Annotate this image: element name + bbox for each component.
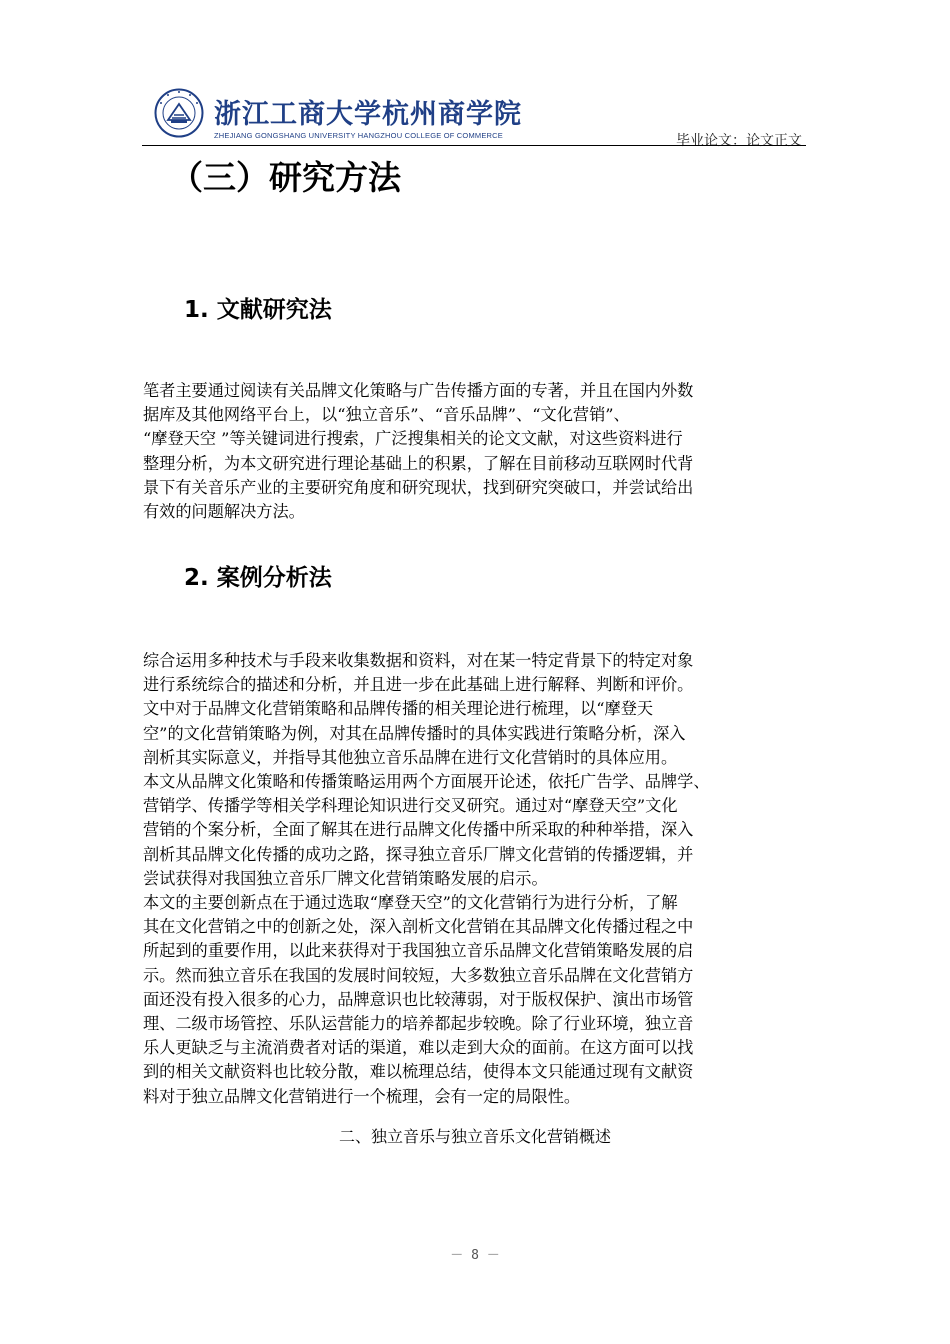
paragraph-line: 营销的个案分析，全面了解其在进行品牌文化传播中所采取的种种举措，深入	[143, 820, 694, 840]
logo-chinese-name: 浙江工商大学杭州商学院	[214, 99, 522, 130]
paragraph-line: 空”的文化营销策略为例，对其在品牌传播时的具体实践进行策略分析，深入	[143, 723, 686, 743]
paragraph-line: 面还没有投入很多的心力，品牌意识也比较薄弱，对于版权保护、演出市场管	[143, 989, 694, 1009]
paragraph-line: 综合运用多种技术与手段来收集数据和资料，对在某一特定背景下的特定对象	[143, 651, 694, 670]
paragraph-line: 料对于独立品牌文化营销进行一个梳理，会有一定的局限性。	[143, 1086, 581, 1106]
paragraph-line: 进行系统综合的描述和分析，并且进一步在此基础上进行解释、判断和评价。	[143, 675, 694, 695]
paragraph-line: 示。然而独立音乐在我国的发展时间较短，大多数独立音乐品牌在文化营销方	[143, 965, 694, 985]
subsection-title-case-study: 2. 案例分析法	[184, 565, 332, 591]
paragraph-line: 剖析其实际意义，并指导其他独立音乐品牌在进行文化营销时的具体应用。	[143, 747, 678, 767]
paragraph-line: 本文的主要创新点在于通过选取“摩登天空”的文化营销行为进行分析，了解	[143, 893, 678, 913]
paragraph-line: 据库及其他网络平台上，以“独立音乐”、“音乐品牌”、“文化营销”、	[143, 405, 630, 425]
university-seal-icon	[154, 88, 204, 138]
page-number: － 8 －	[450, 1248, 500, 1263]
paragraph-line: 乐人更缺乏与主流消费者对话的渠道，难以走到大众的面前。在这方面可以找	[143, 1038, 694, 1058]
page-header	[142, 82, 806, 149]
next-chapter-heading: 二、独立音乐与独立音乐文化营销概述	[338, 1127, 611, 1146]
paragraph-line: 理、二级市场管控、乐队运营能力的培养都起步较晚。除了行业环境，独立音	[143, 1014, 694, 1034]
case-study-paragraph	[143, 649, 811, 1109]
paragraph-line: 所起到的重要作用，以此来获得对于我国独立音乐品牌文化营销策略发展的启	[143, 941, 694, 961]
paragraph-line: 景下有关音乐产业的主要研究角度和研究现状，找到研究突破口，并尝试给出	[143, 477, 694, 497]
section-title: （三）研究方法	[170, 158, 401, 197]
logo-english-name: ZHEJIANG GONGSHANG UNIVERSITY HANGZHOU COLLEGE OF COMMERCE	[214, 131, 503, 140]
subsection-title-literature: 1. 文献研究法	[184, 297, 332, 323]
paragraph-line: 尝试获得对我国独立音乐厂牌文化营销策略发展的启示。	[143, 868, 548, 888]
paragraph-line: 文中对于品牌文化营销策略和品牌传播的相关理论进行梳理，以“摩登天	[143, 699, 654, 719]
paragraph-line: 有效的问题解决方法。	[143, 502, 305, 522]
paragraph-line: 营销学、传播学等相关学科理论知识进行交叉研究。通过对“摩登天空”文化	[143, 796, 678, 816]
paragraph-line: 本文从品牌文化策略和传播策略运用两个方面展开论述，依托广告学、品牌学、	[143, 772, 710, 792]
paragraph-line: “摩登天空 ”等关键词进行搜索，广泛搜集相关的论文文献，对这些资料进行	[143, 429, 683, 449]
paragraph-line: 剖析其品牌文化传播的成功之路，探寻独立音乐厂牌文化营销的传播逻辑，并	[143, 844, 694, 864]
paragraph-line: 到的相关文献资料也比较分散，难以梳理总结，使得本文只能通过现有文献资	[143, 1062, 694, 1082]
header-divider	[142, 145, 806, 146]
paragraph-line: 笔者主要通过阅读有关品牌文化策略与广告传播方面的专著，并且在国内外数	[143, 381, 694, 400]
paragraph-line: 整理分析，为本文研究进行理论基础上的积累，了解在目前移动互联网时代背	[143, 453, 694, 473]
paragraph-line: 其在文化营销之中的创新之处，深入剖析文化营销在其品牌文化传播过程之中	[143, 917, 694, 937]
literature-paragraph	[143, 379, 811, 524]
header-section-label: 毕业论文：论文正文	[676, 133, 802, 149]
